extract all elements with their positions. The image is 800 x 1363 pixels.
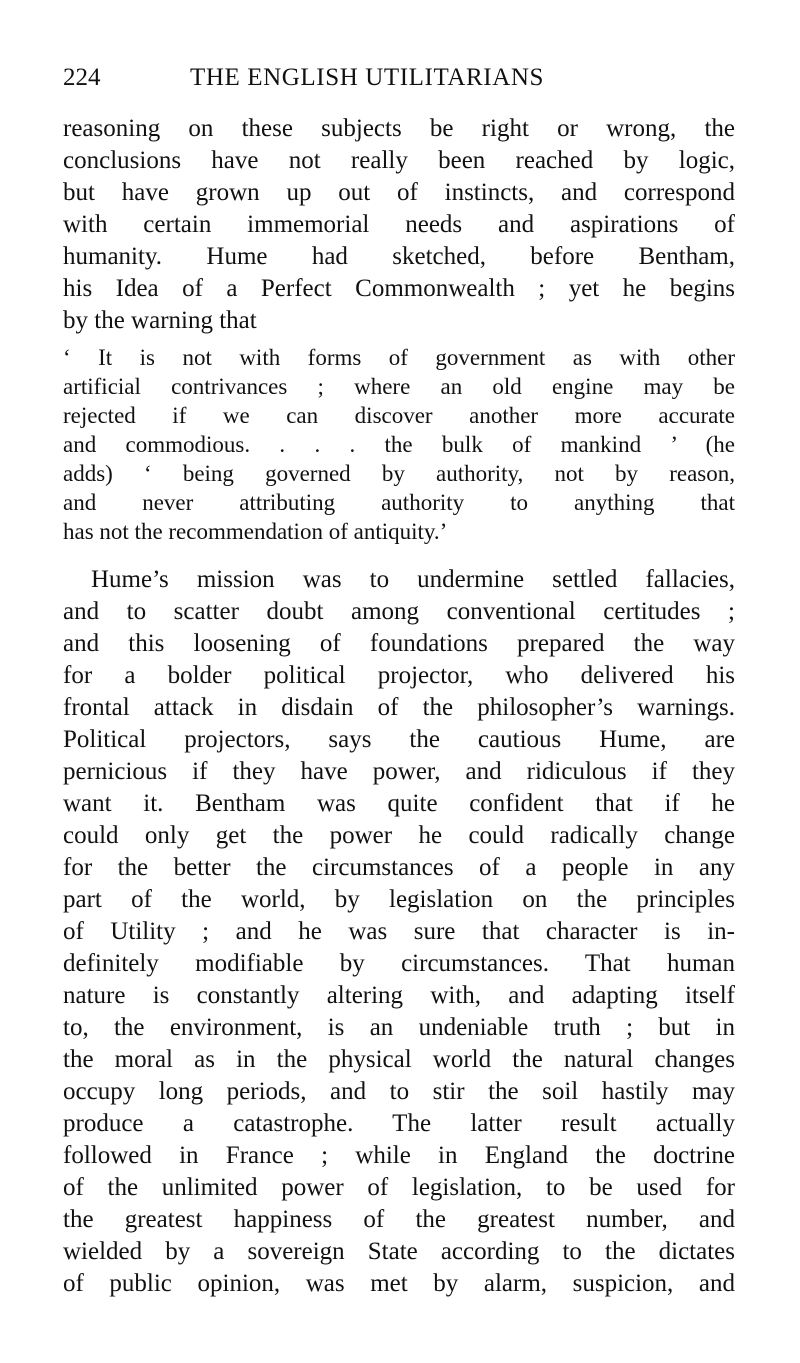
text-line: want it. Bentham was quite confident that if he [63, 790, 735, 817]
quote-line: adds) ‘ being governed by authority, not by reason, [63, 461, 735, 486]
text-line: for the better the circumstances of a people in any [63, 854, 735, 881]
paragraph-1 [63, 113, 735, 337]
text-line: frontal attack in disdain of the philosopher’s warnings. [63, 694, 735, 721]
text-line: conclusions have not really been reached by logic, [63, 147, 735, 174]
text-line: pernicious if they have power, and ridiculous if they [63, 758, 735, 785]
text-line: with certain immemorial needs and aspirations of [63, 211, 735, 238]
text-line: definitely modifiable by circumstances. That human [63, 950, 735, 977]
text-line: by the warning that [63, 307, 257, 334]
quote-line: ‘ It is not with forms of government as with other [63, 345, 735, 370]
text-line: wielded by a sovereign State according to the dictates [63, 1238, 735, 1265]
text-line: the greatest happiness of the greatest number, and [63, 1206, 735, 1233]
block-quotation [63, 343, 735, 546]
text-line: to, the environment, is an undeniable truth ; but in [63, 1014, 735, 1041]
text-line: produce a catastrophe. The latter result actually [63, 1110, 735, 1137]
text-line: the moral as in the physical world the natural changes [63, 1046, 735, 1073]
text-line: of Utility ; and he was sure that character is in- [63, 918, 735, 945]
text-line: humanity. Hume had sketched, before Bentham, [63, 243, 735, 270]
quote-line: rejected if we can discover another more accurate [63, 403, 735, 428]
text-line: occupy long periods, and to stir the soil hastily may [63, 1078, 735, 1105]
quote-line: and commodious. . . . the bulk of mankind ’ (he [63, 432, 735, 457]
page-body [63, 113, 735, 1300]
quote-line: has not the recommendation of antiquity.’ [63, 519, 448, 544]
text-line: of the unlimited power of legislation, to be used for [63, 1174, 735, 1201]
text-line: and to scatter doubt among conventional certitudes ; [63, 598, 735, 625]
page-header [63, 62, 735, 94]
text-line: part of the world, by legislation on the principles [63, 886, 735, 913]
book-page [63, 62, 735, 1300]
text-line: nature is constantly altering with, and adapting itself [63, 982, 735, 1009]
quote-line: artificial contrivances ; where an old engine may be [63, 374, 735, 399]
text-line: Hume’s mission was to undermine settled fallacies, [91, 566, 735, 593]
text-line: for a bolder political projector, who delivered his [63, 662, 735, 689]
quote-line: and never attributing authority to anything that [63, 490, 735, 515]
page-number: 224 [63, 64, 101, 91]
text-line: could only get the power he could radically change [63, 822, 735, 849]
text-line: but have grown up out of instincts, and correspond [63, 179, 735, 206]
running-title: THE ENGLISH UTILITARIANS [190, 64, 545, 91]
text-line: his Idea of a Perfect Commonwealth ; yet he begins [63, 275, 735, 302]
text-line: of public opinion, was met by alarm, suspicion, and [63, 1270, 735, 1297]
text-line: followed in France ; while in England the doctrine [63, 1142, 735, 1169]
paragraph-2 [63, 564, 735, 1300]
text-line: reasoning on these subjects be right or wrong, the [63, 115, 735, 142]
text-line: Political projectors, says the cautious Hume, are [63, 726, 735, 753]
text-line: and this loosening of foundations prepared the way [63, 630, 735, 657]
